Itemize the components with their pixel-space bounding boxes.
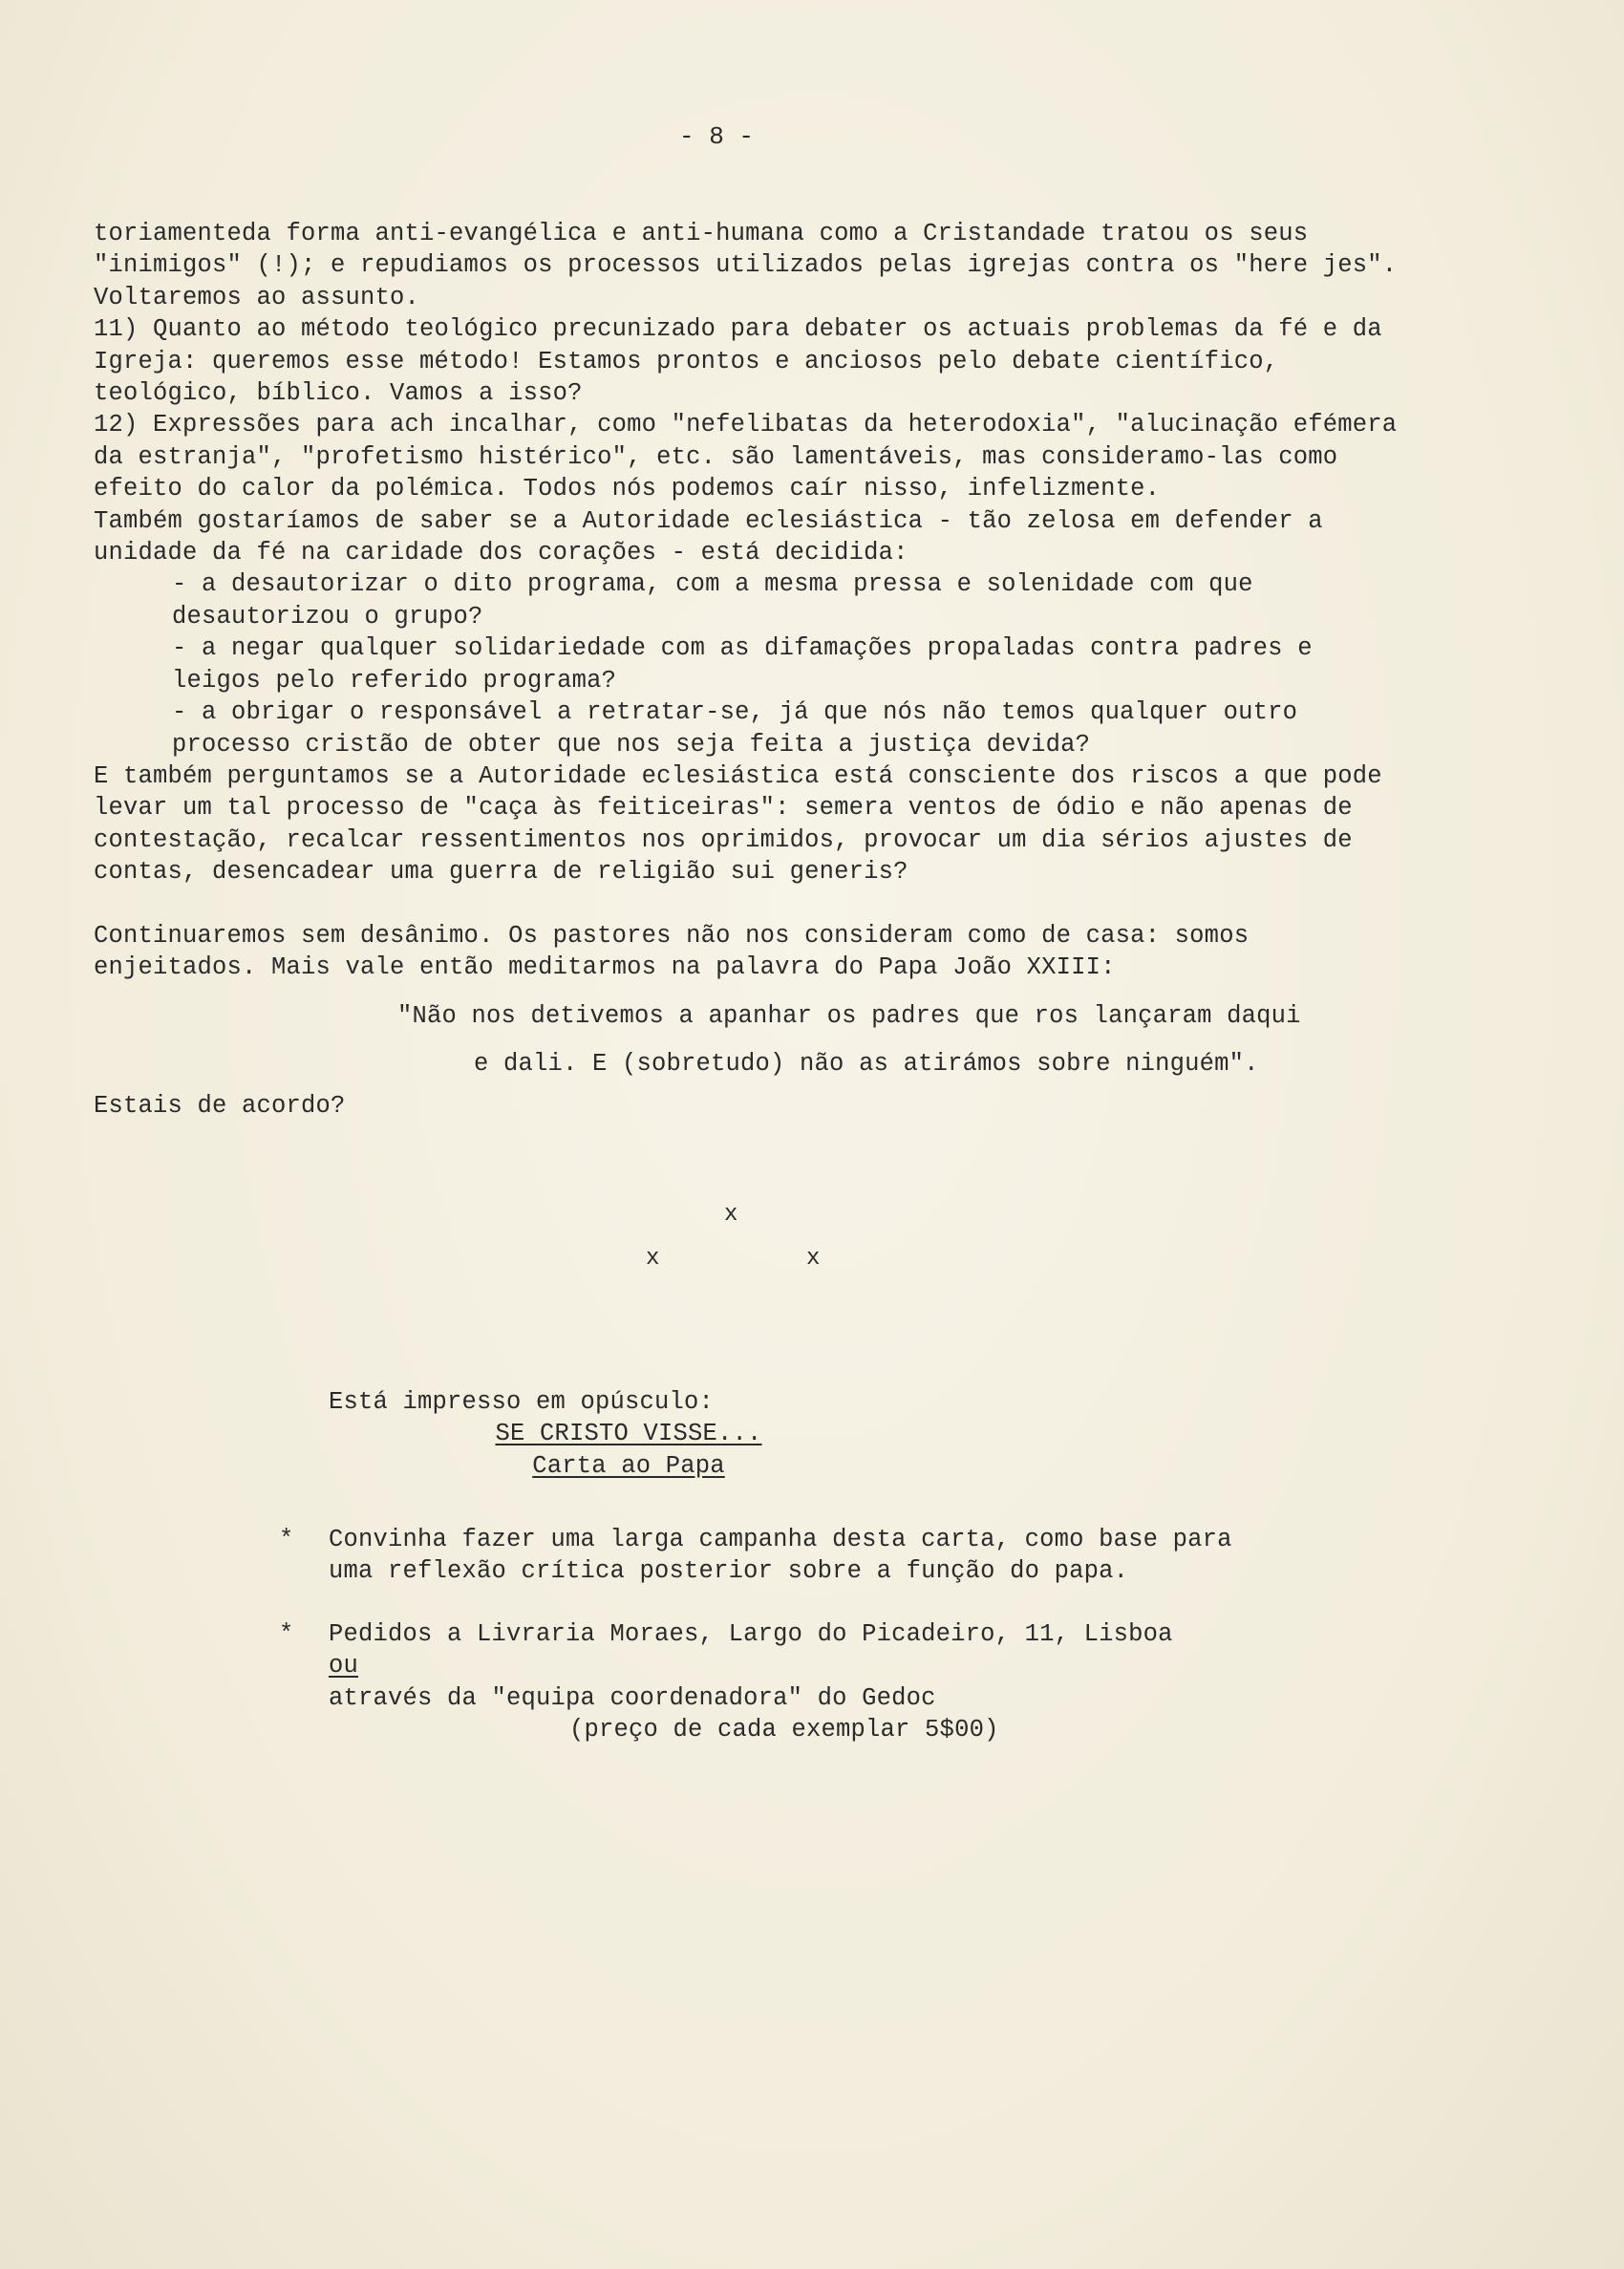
- paragraph-1: toriamenteda forma anti-evangélica e anti-humana como a Cristandade tratou os seus "inimigos" (!); e repudiamos os processos utilizados pelas igrejas contra os "here jes". Voltaremos ao assunto.: [94, 220, 1398, 311]
- bullet-text: Convinha fazer uma larga campanha desta carta, como base para uma reflexão crítica posterior sobre a função do papa.: [329, 1525, 1232, 1586]
- separator-mark: x: [806, 1245, 821, 1272]
- paragraph-authority-question: Também gostaríamos de saber se a Autoridade eclesiástica - tão zelosa em defender a unidade da fé na caridade dos corações - está decidida:: [94, 506, 1323, 567]
- section-separator: [94, 1123, 1402, 1314]
- bullet-star: *: [279, 1619, 294, 1648]
- order-or: ou: [329, 1652, 359, 1680]
- list-item-obrigar: - a obrigar o responsável a retratar-se, já que nós não temos qualquer outro processo cristão de obter que nos seja feita a justiça devida?: [172, 698, 1298, 759]
- bullet-star: *: [279, 1525, 294, 1553]
- quote-line-1: "Não nos detivemos a apanhar os padres que ros lançaram daqui: [397, 1002, 1301, 1031]
- paragraph-continuaremos: Continuaremos sem desânimo. Os pastores não nos consideram como de casa: somos enjeitados. Mais vale então meditarmos na palavra do Papa João XXIII:: [94, 921, 1250, 981]
- list-item-desautorizar: - a desautorizar o dito programa, com a mesma pressa e solenidade com que desautorizou o grupo?: [172, 570, 1253, 631]
- order-gedoc: através da "equipa coordenadora" do Gedoc: [329, 1683, 936, 1712]
- printed-intro: Está impresso em opúsculo:: [329, 1387, 715, 1416]
- separator-mark: x: [646, 1245, 660, 1272]
- quote-line-2: e dali. E (sobretudo) não as atirámos sobre ninguém".: [474, 1050, 1259, 1079]
- paragraph-item-12: 12) Expressões para ach incalhar, como "nefelibatas da heterodoxia", "alucinação efémera da estranja", "profetismo histérico", etc. são lamentáveis, mas consideramo-las como efeito do calor da polémica. Todos nós podemos caír nisso, infelizmente.: [94, 411, 1398, 503]
- bullet-orders: [94, 1618, 1402, 1714]
- document-body: [94, 218, 1402, 1745]
- closing-question: Estais de acordo?: [94, 1092, 346, 1121]
- paragraph-risks: E também perguntamos se a Autoridade eclesiástica está consciente dos riscos a que pode levar um tal processo de "caça às feiticeiras": semera ventos de ódio e não apenas de contestação, recalcar ressentimentos nos oprimidos, provocar um dia sérios ajustes de contas, desencadear uma guerra de religião sui generis?: [94, 761, 1382, 887]
- papal-quote: [94, 993, 1402, 1088]
- bullet-campaign: [94, 1524, 1402, 1588]
- list-item-negar: - a negar qualquer solidariedade com as difamações propaladas contra padres e leigos pelo referido programa?: [172, 634, 1313, 695]
- booklet-subtitle: Carta ao Papa: [532, 1451, 725, 1480]
- price-note: (preço de cada exemplar 5$00): [569, 1716, 999, 1744]
- paragraph-item-11: 11) Quanto ao método teológico precunizado para debater os actuais problemas da fé e da Igreja: queremos esse método! Estamos prontos e anciosos pelo debate científico, teológico, bíblico. Vamos a isso?: [94, 315, 1382, 408]
- separator-mark: x: [724, 1201, 738, 1228]
- page-number: - 8 -: [678, 122, 754, 151]
- booklet-title: SE CRISTO VISSE...: [495, 1420, 762, 1448]
- order-address: Pedidos a Livraria Moraes, Largo do Picadeiro, 11, Lisboa: [329, 1619, 1173, 1648]
